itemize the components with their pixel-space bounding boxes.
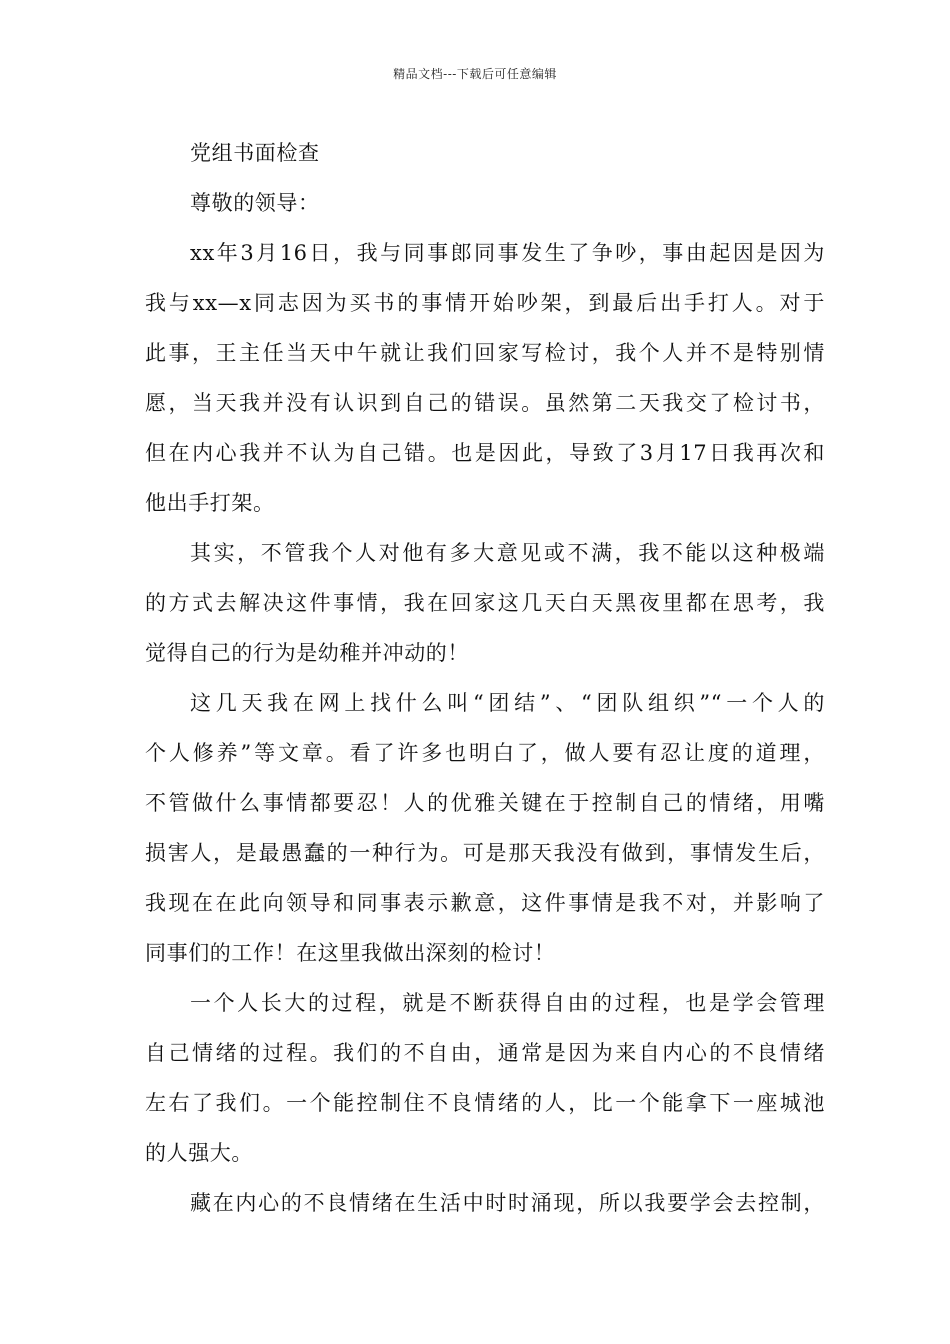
paragraph-line: 不管做什么事情都要忍！人的优雅关键在于控制自己的情绪，用嘴 bbox=[145, 791, 825, 815]
paragraph-line: 的方式去解决这件事情，我在回家这几天白天黑夜里都在思考，我 bbox=[145, 591, 825, 615]
salutation: 尊敬的领导： bbox=[190, 191, 320, 215]
paragraph-line: 此事，王主任当天中午就让我们回家写检讨，我个人并不是特别情 bbox=[145, 341, 825, 365]
document-title: 党组书面检查 bbox=[190, 141, 320, 165]
paragraph-5 bbox=[145, 1178, 825, 1228]
paragraph-4 bbox=[145, 978, 825, 1178]
paragraph-line: 损害人，是最愚蠢的一种行为。可是那天我没有做到，事情发生后， bbox=[145, 841, 825, 865]
paragraph-line: 觉得自己的行为是幼稚并冲动的！ bbox=[145, 641, 469, 665]
paragraph-line: 左右了我们。一个能控制住不良情绪的人，比一个能拿下一座城池 bbox=[145, 1091, 825, 1115]
paragraph-3 bbox=[145, 678, 825, 978]
document-body bbox=[145, 128, 825, 1228]
paragraph-line: 他出手打架。 bbox=[145, 491, 275, 515]
paragraph-line: 同事们的工作！在这里我做出深刻的检讨！ bbox=[145, 941, 556, 965]
paragraph-line: 自己情绪的过程。我们的不自由，通常是因为来自内心的不良情绪 bbox=[145, 1041, 825, 1065]
paragraph-line: 藏在内心的不良情绪在生活中时时涌现，所以我要学会去控制， bbox=[190, 1191, 825, 1215]
paragraph-line: 我与xx—x同志因为买书的事情开始吵架，到最后出手打人。对于 bbox=[145, 291, 825, 315]
paragraph-line: 但在内心我并不认为自己错。也是因此，导致了3月17日我再次和 bbox=[145, 441, 825, 465]
paragraph-line: 我现在在此向领导和同事表示歉意，这件事情是我不对，并影响了 bbox=[145, 891, 825, 915]
paragraph-line: 个人修养”等文章。看了许多也明白了，做人要有忍让度的道理， bbox=[145, 741, 825, 765]
paragraph-line: 一个人长大的过程，就是不断获得自由的过程，也是学会管理 bbox=[190, 991, 825, 1015]
paragraph-1 bbox=[145, 228, 825, 528]
paragraph-line: 其实，不管我个人对他有多大意见或不满，我不能以这种极端 bbox=[190, 541, 825, 565]
paragraph-line: 这几天我在网上找什么叫“团结”、“团队组织”“一个人的 bbox=[190, 691, 825, 715]
paragraph-line: 愿，当天我并没有认识到自己的错误。虽然第二天我交了检讨书， bbox=[145, 391, 825, 415]
paragraph-line: 的人强大。 bbox=[145, 1141, 253, 1165]
page-header: 精品文档---下载后可任意编辑 bbox=[393, 67, 557, 81]
paragraph-line: xx年3月16日，我与同事郎同事发生了争吵，事由起因是因为 bbox=[190, 241, 825, 265]
paragraph-2 bbox=[145, 528, 825, 678]
